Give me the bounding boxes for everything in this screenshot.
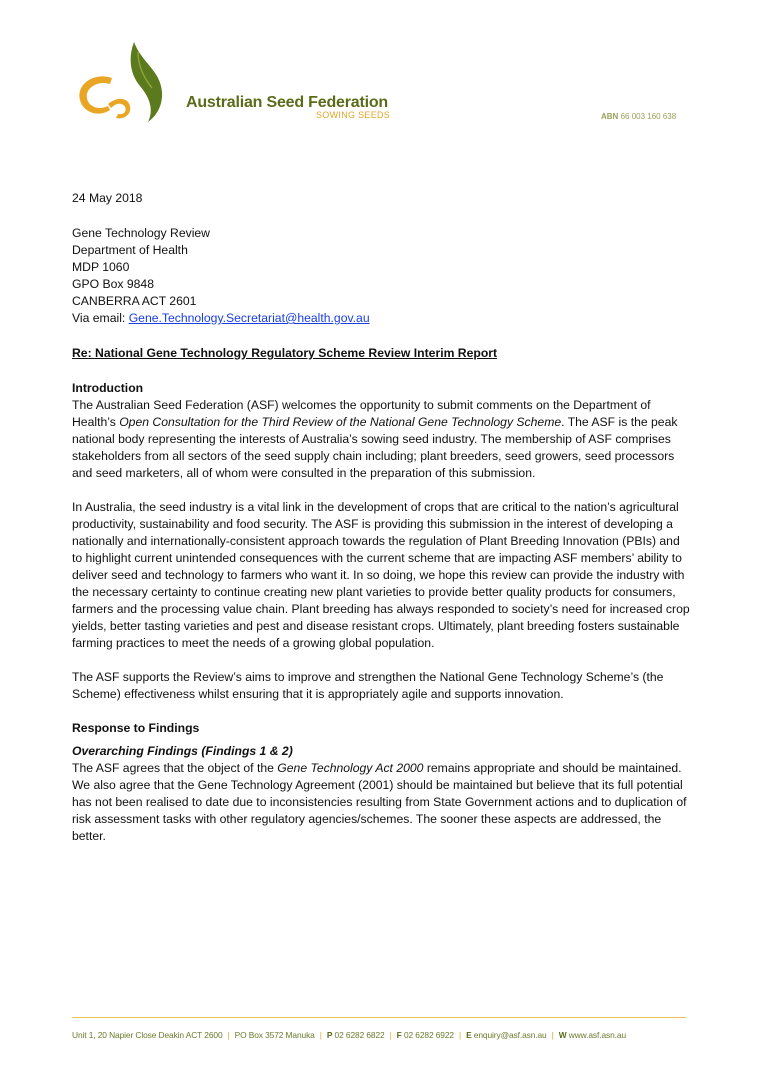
- introduction-paragraph-3: The ASF supports the Review’s aims to improve and strengthen the National Gene Technology Scheme’s (the Scheme) effectiveness whilst ensuring that it is appropriately agile and supports innovation.: [72, 670, 664, 701]
- footer-email[interactable]: enquiry@asf.asn.au: [473, 1030, 547, 1040]
- via-email-line: [72, 310, 692, 327]
- act-title: Gene Technology Act 2000: [277, 761, 424, 775]
- footer-fax-label: F: [396, 1030, 402, 1040]
- footer-divider: [72, 1017, 686, 1018]
- footer-email-label: E: [466, 1030, 472, 1040]
- overarching-findings-heading: Overarching Findings (Findings 1 & 2): [72, 744, 293, 758]
- abn-value: 66 003 160 638: [620, 112, 677, 121]
- footer-phone-label: P: [326, 1030, 333, 1040]
- recipient-email-link[interactable]: Gene.Technology.Secretariat@health.gov.au: [128, 311, 370, 325]
- introduction-heading: Introduction: [72, 381, 144, 395]
- recipient-address: [72, 225, 692, 327]
- introduction-paragraph-2: In Australia, the seed industry is a vital link in the development of crops that are critical to the nation’s agricultural productivity, sustainability and food security. The ASF is providing this submission in the interest of developing a nationally and internationally-consistent approach towards the regulation of Plant Breeding Innovation (PBIs) and to highlight current unintended consequences with the current scheme that are impacting ASF members’ ability to deliver seed and technology to farmers who want it. In so doing, we hope this review can provide the industry with the necessary certainty to continue creating new plant varieties to provide better quality products for consumers, farmers and the processing value chain. Plant breeding has always responded to society’s need for increased crop yields, better tasting varieties and pest and disease resistant crops. Ultimately, plant breeding fosters sustainable farming practices to meet the needs of a growing global population.: [72, 500, 690, 650]
- address-line: MDP 1060: [72, 260, 130, 274]
- footer-separator: |: [551, 1030, 554, 1040]
- footer-address: Unit 1, 20 Napier Close Deakin ACT 2600: [72, 1030, 223, 1040]
- address-line: Department of Health: [72, 243, 188, 257]
- footer-contact: [72, 1030, 626, 1040]
- letter-subject: Re: National Gene Technology Regulatory Scheme Review Interim Report: [72, 346, 498, 360]
- seed-sprout-logo-icon: [72, 38, 182, 128]
- via-email-label: Via email:: [72, 311, 129, 325]
- footer-website[interactable]: www.asf.asn.au: [568, 1030, 627, 1040]
- address-line: CANBERRA ACT 2601: [72, 294, 197, 308]
- text-run: remains appropriate and should be maintained. We also agree that the Gene Technology Agreement (2001) should be maintained but believe that its full potential has not been realised to date due to inconsistencies resulting from State Government actions and to duplication of risk assessment tasks with other regulatory agencies/schemes. The sooner these aspects are addressed, the better.: [72, 761, 687, 843]
- footer-separator: |: [389, 1030, 392, 1040]
- footer-phone: 02 6282 6822: [334, 1030, 385, 1040]
- findings-paragraph: [72, 760, 692, 845]
- introduction-paragraph-1: [72, 397, 692, 482]
- footer-separator: |: [227, 1030, 230, 1040]
- address-line: Gene Technology Review: [72, 226, 210, 240]
- organization-name: Australian Seed Federation: [186, 94, 388, 111]
- footer-po-box: PO Box 3572 Manuka: [234, 1030, 315, 1040]
- organization-tagline: SOWING SEEDS: [316, 110, 391, 120]
- footer-fax: 02 6282 6922: [403, 1030, 454, 1040]
- footer-separator: |: [458, 1030, 462, 1040]
- letter-body: [72, 190, 692, 845]
- abn-label: ABN: [601, 112, 619, 121]
- consultation-title: Open Consultation for the Third Review of the National Gene Technology Scheme: [119, 415, 562, 429]
- text-run: The Australian Seed Federation (ASF) welcomes the opportunity to submit comments on the Department of Health’s: [72, 398, 651, 429]
- address-line: GPO Box 9848: [72, 277, 154, 291]
- footer-web-label: W: [558, 1030, 567, 1040]
- abn-number: [601, 112, 676, 121]
- response-heading: Response to Findings: [72, 721, 200, 735]
- footer-separator: |: [319, 1030, 322, 1040]
- text-run: The ASF agrees that the object of the: [72, 761, 278, 775]
- text-run: . The ASF is the peak national body representing the interests of Australia’s sowing seed industry. The membership of ASF comprises stakeholders from all sectors of the seed supply chain including; plant breeders, seed growers, seed processors and seed marketers, all of whom were consulted in the preparation of this submission.: [72, 415, 678, 480]
- letter-date: 24 May 2018: [72, 191, 143, 205]
